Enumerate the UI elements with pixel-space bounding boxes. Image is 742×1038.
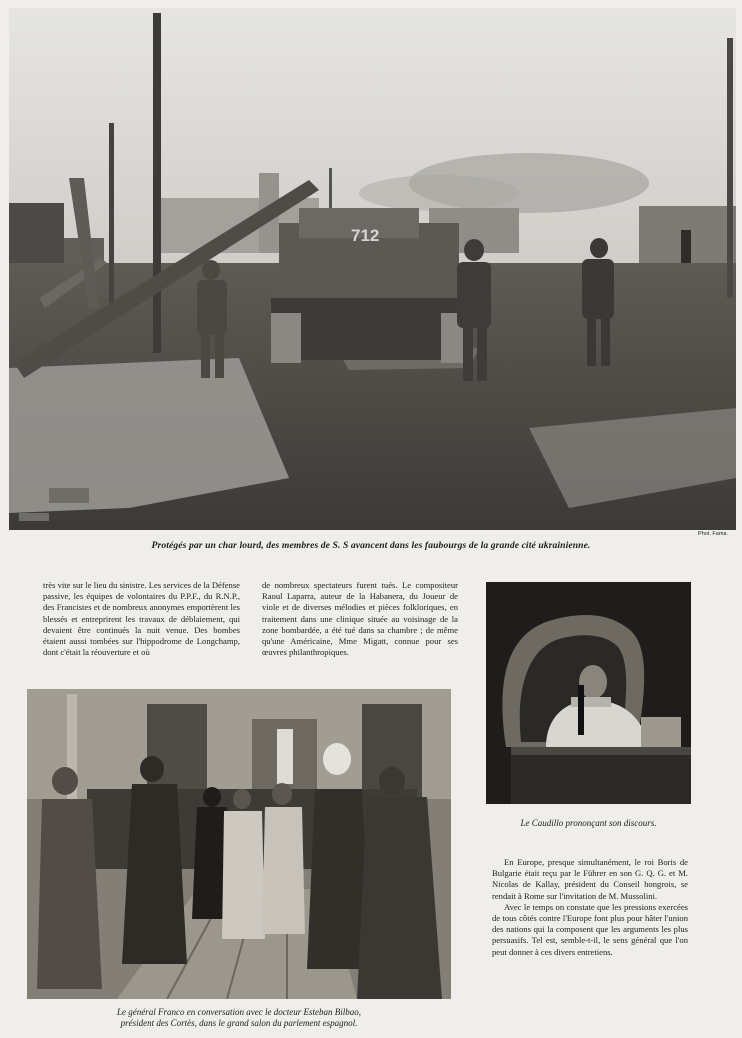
caption-line-1: Le général Franco en conversation avec le docteur Esteban Bilbao, — [117, 1007, 361, 1017]
tank-soldiers-photo — [9, 8, 736, 530]
caudillo-caption: Le Caudillo prononçant son discours. — [520, 818, 657, 828]
photo-credit: Phot. Fama. — [698, 531, 728, 537]
franco-bilbao-photo — [27, 689, 451, 999]
article-column-1: très vite sur le lieu du sinistre. Les services de la Défense passive, les équipes de volontaires du P.P.F., du R.N.P., des Francistes et de nombreux anonymes emportèrent les blessés et entreprirent les travaux de déblaiement, qui devaient être continués la nuit venue. Des bombes étaient aussi tombées sur l'hippodrome de Longchamp, dont c'était la réouverture et où — [43, 580, 240, 658]
column-3-paragraph-2: Avec le temps on constate que les pressions exercées de tous côtés contre l'Europe font plus pour hâter l'union des nations qui la composent que les arguments les plus persuasifs. Tel est, semble-t-il, le sens général que l'on peut donner à ces divers entretiens. — [492, 901, 688, 957]
article-column-2: de nombreux spectateurs furent tués. Le compositeur Raoul Laparra, auteur de la Habanera, du Joueur de viole et de diverses mélodies et pièces folkloriques, en traitement dans une clinique située au voisinage de la zone bombardée, a été tué dans sa chambre ; de même qu'une Américaine, Mme Migatt, connue pour ses œuvres philanthropiques. — [262, 580, 458, 658]
caudillo-photo — [486, 582, 691, 804]
column-3-paragraph-1: En Europe, presque simultanément, le roi Boris de Bulgarie était reçu par le Führer en son G. Q. G. et M. Nicolas de Kallay, président du Conseil hongrois, se rendait à Rome sur l'invitation de M. Mussolini. — [492, 857, 688, 901]
caption-line-2: président des Cortès, dans le grand salon du parlement espagnol. — [120, 1018, 358, 1028]
article-column-3 — [492, 857, 688, 958]
top-photo-caption: Protégés par un char lourd, des membres de S. S avancent dans les faubourgs de la grande cité ukrainienne. — [151, 540, 591, 551]
franco-bilbao-caption — [27, 1007, 451, 1029]
tank-number: 712 — [351, 226, 380, 245]
